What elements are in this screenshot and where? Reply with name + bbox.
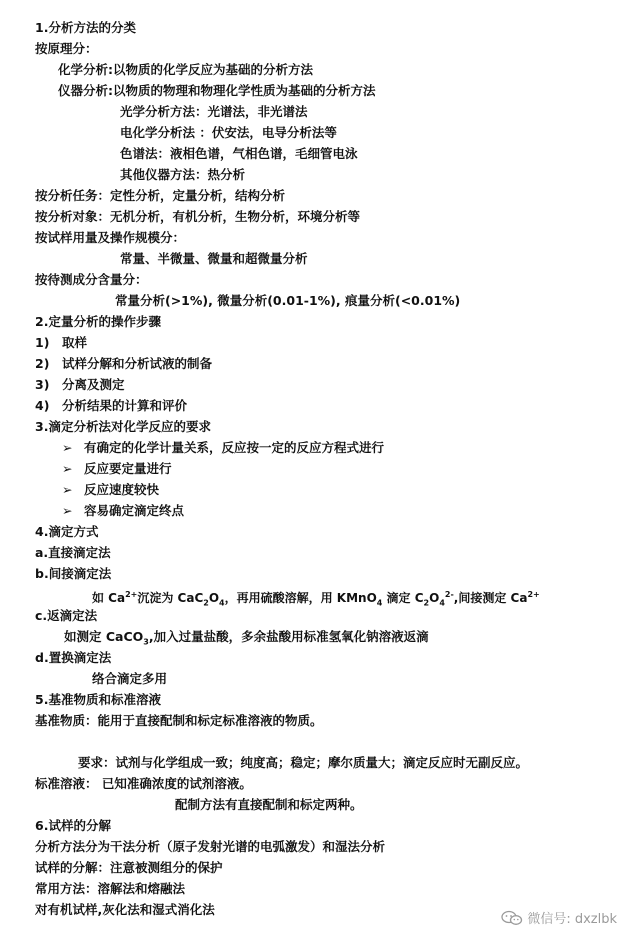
- sample-decomposition-line: 试样的分解：注意被测组分的保护: [35, 860, 223, 875]
- other-instrumental-line: 其他仪器方法：热分析: [120, 167, 246, 182]
- step-item: [35, 377, 125, 393]
- indirect-titration-example: [92, 587, 540, 611]
- standard-solution-definition: 标准溶液： 已知准确浓度的试剂溶液。: [35, 776, 252, 791]
- by-task-line: 按分析任务：定性分析，定量分析，结构分析: [35, 188, 286, 203]
- step-number: 3): [35, 377, 50, 392]
- requirement-text: 容易确定滴定终点: [84, 503, 185, 518]
- preparation-methods-line: 配制方法有直接配制和标定两种。: [175, 797, 363, 812]
- content-types-line: 常量分析(>1%), 微量分析(0.01-1%), 痕量分析(<0.01%): [115, 293, 461, 308]
- section-4-title: 4.滴定方式: [35, 524, 99, 539]
- wechat-watermark: [501, 908, 617, 927]
- step-number: 4): [35, 398, 50, 413]
- example-text: ,加入过量盐酸，多余盐酸用标准氢氧化钠溶液返滴: [148, 629, 429, 644]
- section-1-title: 1.分析方法的分类: [35, 20, 136, 35]
- subscript: 2: [423, 598, 430, 608]
- indirect-titration-heading: b.间接滴定法: [35, 566, 112, 581]
- example-text: 滴定 C: [382, 591, 424, 605]
- section-5-title: 5.基准物质和标准溶液: [35, 692, 161, 707]
- arrow-bullet-icon: ➢: [62, 503, 73, 518]
- example-text: O: [208, 591, 220, 605]
- subscript: 2: [203, 598, 209, 608]
- step-item: [35, 356, 212, 372]
- optical-methods-line: 光学分析方法：光谱法，非光谱法: [120, 104, 308, 119]
- by-principle-heading: 按原理分：: [35, 41, 98, 56]
- displacement-titration-heading: d.置换滴定法: [35, 650, 112, 665]
- step-item: [35, 335, 87, 351]
- superscript: 2+: [527, 590, 540, 599]
- by-object-line: 按分析对象：无机分析，有机分析，生物分析，环境分析等: [35, 209, 361, 224]
- requirement-text: 反应速度较快: [84, 482, 160, 497]
- example-text: ，再用硫酸溶解，用 KMnO: [224, 591, 377, 605]
- chemical-analysis-line: 化学分析:以物质的化学反应为基础的分析方法: [58, 62, 313, 77]
- back-titration-heading: c.返滴定法: [35, 608, 98, 623]
- requirement-item: [62, 503, 184, 519]
- superscript: 2+: [125, 590, 138, 599]
- organic-sample-line: 对有机试样,灰化法和湿式消化法: [35, 902, 215, 917]
- common-methods-line: 常用方法：溶解法和熔融法: [35, 881, 186, 896]
- step-number: 2): [35, 356, 50, 371]
- by-content-heading: 按待测成分含量分：: [35, 272, 148, 287]
- example-text: 沉淀为 CaC: [137, 591, 204, 605]
- example-text: O: [429, 591, 440, 605]
- section-6-title: 6.试样的分解: [35, 818, 111, 833]
- watermark-text: 微信号: dxzlbk: [527, 912, 617, 927]
- example-text: ,间接测定 Ca: [453, 591, 528, 605]
- electrochemical-methods-line: 电化学分析法 ：伏安法，电导分析法等: [120, 125, 337, 140]
- primary-standard-requirements: 要求：试剂与化学组成一致；纯度高；稳定；摩尔质量大；滴定反应时无副反应。: [78, 755, 529, 770]
- by-sample-heading: 按试样用量及操作规模分：: [35, 230, 186, 245]
- subscript: 3: [143, 637, 149, 647]
- instrumental-analysis-line: 仪器分析:以物质的物理和物理化学性质为基础的分析方法: [58, 83, 376, 98]
- displacement-titration-example: 络合滴定多用: [92, 671, 168, 686]
- arrow-bullet-icon: ➢: [62, 482, 73, 497]
- requirement-text: 反应要定量进行: [84, 461, 172, 476]
- example-text: 如测定 CaCO: [64, 629, 144, 644]
- step-number: 1): [35, 335, 50, 350]
- arrow-bullet-icon: ➢: [62, 461, 73, 476]
- requirement-item: [62, 461, 172, 477]
- requirement-item: [62, 440, 384, 456]
- requirement-text: 有确定的化学计量关系，反应按一定的反应方程式进行: [84, 440, 385, 455]
- step-item: [35, 398, 187, 414]
- subscript: 4: [376, 598, 383, 608]
- step-text: 分析结果的计算和评价: [62, 398, 188, 413]
- wechat-icon: [501, 910, 523, 926]
- step-text: 取样: [62, 335, 88, 350]
- dry-wet-analysis-line: 分析方法分为干法分析（原子发射光谱的电弧激发）和湿法分析: [35, 839, 386, 854]
- chromatography-line: 色谱法：液相色谱，气相色谱，毛细管电泳: [120, 146, 358, 161]
- arrow-bullet-icon: ➢: [62, 440, 73, 455]
- step-text: 试样分解和分析试液的制备: [62, 356, 213, 371]
- requirement-item: [62, 482, 159, 498]
- superscript: 2-: [444, 590, 454, 599]
- primary-standard-definition: 基准物质：能用于直接配制和标定标准溶液的物质。: [35, 713, 323, 728]
- step-text: 分离及测定: [62, 377, 125, 392]
- section-3-title: 3.滴定分析法对化学反应的要求: [35, 419, 211, 434]
- direct-titration-heading: a.直接滴定法: [35, 545, 111, 560]
- back-titration-example: [64, 629, 429, 651]
- subscript: 4: [219, 598, 225, 608]
- subscript: 4: [439, 598, 445, 608]
- example-text: 如 Ca: [92, 591, 126, 605]
- sample-types-line: 常量、半微量、微量和超微量分析: [120, 251, 308, 266]
- section-2-title: 2.定量分析的操作步骤: [35, 314, 161, 329]
